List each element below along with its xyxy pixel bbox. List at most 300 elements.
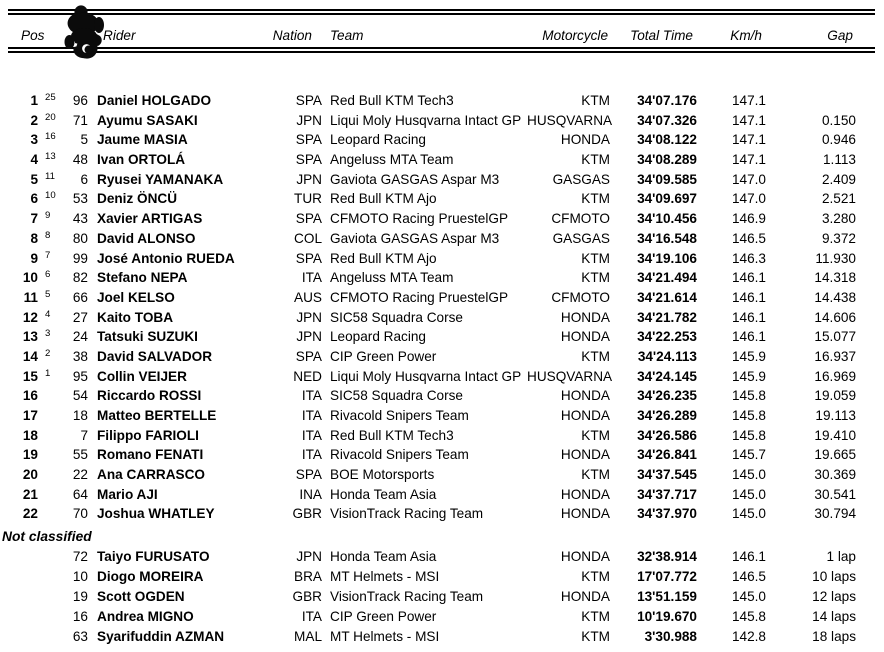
cell-total-time: 34'26.235	[637, 388, 697, 404]
cell-team: CFMOTO Racing PruestelGP	[330, 211, 509, 227]
cell-team: BOE Motorsports	[330, 467, 435, 483]
cell-points: 1	[45, 367, 51, 379]
cell-kmh: 146.1	[731, 270, 766, 286]
cell-nation: ITA	[301, 270, 322, 286]
cell-points	[38, 567, 62, 587]
cell-nation: GBR	[292, 589, 322, 605]
header-nation: Nation	[272, 28, 312, 43]
cell-number: 63	[72, 629, 88, 645]
cell-number: 48	[72, 152, 88, 168]
cell-nation: JPN	[296, 171, 322, 187]
cell-points: 9	[45, 210, 51, 222]
cell-pos	[0, 567, 38, 587]
cell-total-time: 34'21.782	[637, 309, 697, 325]
cell-rider: Riccardo ROSSI	[97, 388, 202, 404]
table-row	[0, 465, 884, 485]
header-kmh: Km/h	[730, 28, 762, 43]
cell-team: Liqui Moly Husqvarna Intact GP	[330, 368, 522, 384]
cell-pos: 1	[30, 93, 38, 108]
cell-number: 5	[80, 132, 88, 148]
cell-rider: Mario AJI	[97, 486, 158, 502]
cell-gap: 12 laps	[812, 589, 856, 605]
cell-points: 16	[45, 131, 56, 143]
cell-total-time: 3'30.988	[644, 629, 697, 645]
cell-rider: Ryusei YAMANAKA	[97, 171, 224, 187]
cell-rider: Diogo MOREIRA	[97, 569, 204, 585]
cell-rider: José Antonio RUEDA	[97, 250, 235, 266]
cell-rider: Collin VEIJER	[97, 368, 187, 384]
cell-total-time: 34'09.585	[637, 171, 697, 187]
cell-rider: Matteo BERTELLE	[97, 408, 217, 423]
cell-nation: AUS	[294, 289, 322, 305]
cell-nation: SPA	[295, 250, 322, 266]
cell-rider: Scott OGDEN	[97, 589, 185, 605]
cell-number: 22	[72, 467, 88, 483]
header-top-rule-2	[8, 13, 875, 15]
cell-points	[38, 627, 62, 647]
cell-pos: 17	[22, 408, 38, 423]
cell-rider: Joel KELSO	[97, 289, 175, 305]
cell-rider: Tatsuki SUZUKI	[97, 329, 198, 345]
cell-nation: ITA	[301, 427, 322, 443]
cell-motorcycle: KTM	[581, 93, 610, 108]
cell-team: Red Bull KTM Tech3	[330, 93, 454, 108]
cell-pos: 6	[30, 191, 38, 207]
cell-pos: 15	[22, 368, 38, 384]
cell-nation: COL	[294, 230, 322, 246]
cell-total-time: 34'08.289	[637, 152, 697, 168]
table-row	[0, 170, 884, 190]
cell-motorcycle: KTM	[581, 250, 610, 266]
cell-pos: 22	[22, 506, 38, 522]
cell-team: Red Bull KTM Ajo	[330, 191, 437, 207]
cell-nation: ITA	[301, 388, 322, 404]
results-body	[0, 91, 884, 647]
cell-total-time: 17'07.772	[637, 569, 697, 585]
cell-kmh: 145.8	[731, 609, 766, 625]
cell-nation: JPN	[296, 329, 322, 345]
cell-nation: ITA	[301, 609, 322, 625]
table-row	[0, 587, 884, 607]
table-row	[0, 327, 884, 347]
cell-kmh: 145.0	[731, 467, 766, 483]
cell-motorcycle: CFMOTO	[551, 211, 610, 227]
cell-gap: 30.541	[814, 486, 856, 502]
table-row	[0, 91, 884, 111]
cell-nation: SPA	[295, 211, 322, 227]
table-row	[0, 567, 884, 587]
cell-gap: 14 laps	[812, 609, 856, 625]
cell-number: 38	[72, 348, 88, 364]
cell-motorcycle: KTM	[581, 609, 610, 625]
cell-gap: 16.937	[814, 348, 856, 364]
cell-gap: 0.150	[821, 112, 856, 128]
cell-nation: ITA	[301, 408, 322, 423]
cell-kmh: 147.1	[731, 112, 766, 128]
cell-total-time: 34'37.717	[637, 486, 697, 502]
cell-pos: 10	[22, 270, 38, 286]
header-pos: Pos	[21, 28, 45, 43]
cell-number: 99	[72, 250, 88, 266]
cell-motorcycle: KTM	[581, 152, 610, 168]
cell-pos	[0, 607, 38, 627]
cell-gap: 18 laps	[812, 629, 856, 645]
cell-team: MT Helmets - MSI	[330, 569, 440, 585]
cell-kmh: 146.1	[731, 289, 766, 305]
cell-kmh: 146.1	[731, 549, 766, 565]
cell-pos	[0, 627, 38, 647]
cell-nation: SPA	[295, 348, 322, 364]
cell-total-time: 34'22.253	[637, 329, 697, 345]
cell-total-time: 34'26.586	[637, 427, 697, 443]
cell-total-time: 34'24.113	[637, 348, 697, 364]
header-rider: Rider	[103, 28, 136, 43]
cell-kmh: 145.9	[731, 348, 766, 364]
cell-total-time: 34'26.289	[637, 408, 697, 423]
cell-motorcycle: CFMOTO	[551, 289, 610, 305]
cell-pos	[0, 547, 38, 567]
header-total-time: Total Time	[630, 28, 693, 43]
cell-rider: Jaume MASIA	[97, 132, 188, 148]
cell-kmh: 145.8	[731, 408, 766, 423]
cell-pos	[0, 587, 38, 607]
cell-kmh: 147.1	[731, 152, 766, 168]
cell-gap: 2.521	[821, 191, 856, 207]
cell-nation: INA	[299, 486, 322, 502]
cell-rider: Kaito TOBA	[97, 309, 174, 325]
cell-points: 5	[45, 288, 51, 300]
cell-rider: Taiyo FURUSATO	[97, 549, 210, 565]
cell-pos: 11	[23, 289, 38, 305]
cell-rider: David SALVADOR	[97, 348, 213, 364]
cell-number: 10	[72, 569, 88, 585]
cell-rider: Ayumu SASAKI	[97, 112, 198, 128]
cell-pos: 14	[22, 348, 38, 364]
table-row	[0, 249, 884, 269]
cell-motorcycle: KTM	[581, 629, 610, 645]
cell-rider: Deniz ÖNCÜ	[97, 191, 178, 207]
cell-team: Red Bull KTM Tech3	[330, 427, 454, 443]
cell-number: 7	[80, 427, 88, 443]
cell-points	[38, 504, 62, 524]
cell-number: 96	[72, 93, 88, 108]
cell-points: 20	[45, 111, 56, 123]
cell-rider: Stefano NEPA	[97, 270, 188, 286]
cell-team: SIC58 Squadra Corse	[330, 309, 463, 325]
table-row	[0, 209, 884, 229]
cell-total-time: 34'10.456	[637, 211, 697, 227]
cell-kmh: 146.5	[731, 569, 766, 585]
cell-points: 7	[45, 249, 51, 261]
cell-rider: Joshua WHATLEY	[97, 506, 215, 522]
header-gap: Gap	[827, 28, 853, 43]
cell-motorcycle: KTM	[581, 467, 610, 483]
table-row	[0, 347, 884, 367]
cell-rider: Daniel HOLGADO	[97, 93, 212, 108]
cell-total-time: 34'16.548	[637, 230, 697, 246]
cell-gap: 30.369	[814, 467, 856, 483]
cell-kmh: 146.1	[731, 309, 766, 325]
cell-pos: 19	[22, 447, 38, 463]
cell-number: 6	[80, 171, 88, 187]
cell-team: VisionTrack Racing Team	[330, 589, 484, 605]
cell-gap: 3.280	[821, 211, 856, 227]
cell-nation: BRA	[294, 569, 322, 585]
not-classified-label: Not classified	[2, 529, 92, 545]
cell-motorcycle: GASGAS	[552, 230, 610, 246]
cell-team: Gaviota GASGAS Aspar M3	[330, 230, 500, 246]
cell-team: Liqui Moly Husqvarna Intact GP	[330, 112, 522, 128]
cell-kmh: 145.8	[731, 427, 766, 443]
cell-team: Rivacold Snipers Team	[330, 408, 469, 423]
cell-kmh: 145.7	[731, 447, 766, 463]
cell-total-time: 34'26.841	[637, 447, 697, 463]
cell-kmh: 147.0	[731, 191, 766, 207]
cell-gap: 19.665	[814, 447, 856, 463]
table-row	[0, 445, 884, 465]
cell-motorcycle: HONDA	[560, 132, 610, 148]
cell-nation: SPA	[295, 467, 322, 483]
cell-motorcycle: HUSQVARNA	[527, 112, 613, 128]
cell-nation: JPN	[296, 309, 322, 325]
cell-pos: 8	[30, 230, 38, 246]
cell-nation: ITA	[301, 447, 322, 463]
cell-total-time: 34'21.614	[637, 289, 697, 305]
cell-nation: JPN	[296, 549, 322, 565]
table-row	[0, 308, 884, 328]
cell-pos: 3	[30, 132, 38, 148]
cell-total-time: 32'38.914	[637, 549, 697, 565]
table-row	[0, 150, 884, 170]
cell-number: 55	[72, 447, 88, 463]
cell-team: CIP Green Power	[330, 348, 437, 364]
cell-team: Angeluss MTA Team	[330, 152, 454, 168]
cell-motorcycle: HONDA	[560, 549, 610, 565]
cell-rider: Ana CARRASCO	[97, 467, 205, 483]
cell-motorcycle: HONDA	[560, 408, 610, 423]
cell-rider: Filippo FARIOLI	[97, 427, 199, 443]
cell-points: 6	[45, 269, 51, 281]
cell-rider: Ivan ORTOLÁ	[97, 152, 186, 168]
cell-number: 66	[72, 289, 88, 305]
cell-number: 19	[72, 589, 88, 605]
table-row	[0, 130, 884, 150]
table-row	[0, 627, 884, 647]
cell-kmh: 145.0	[731, 486, 766, 502]
cell-nation: SPA	[295, 152, 322, 168]
classified-rows	[0, 91, 884, 524]
table-row	[0, 367, 884, 387]
cell-team: Rivacold Snipers Team	[330, 447, 469, 463]
cell-motorcycle: HONDA	[560, 388, 610, 404]
cell-number: 54	[72, 388, 88, 404]
cell-points: 4	[45, 308, 51, 320]
cell-team: CFMOTO Racing PruestelGP	[330, 289, 509, 305]
cell-nation: SPA	[295, 132, 322, 148]
cell-pos: 12	[22, 309, 38, 325]
cell-rider: Xavier ARTIGAS	[97, 211, 203, 227]
cell-kmh: 142.8	[731, 629, 766, 645]
cell-points	[38, 607, 62, 627]
cell-points: 25	[45, 92, 56, 103]
cell-gap: 0.946	[821, 132, 856, 148]
cell-kmh: 145.9	[731, 368, 766, 384]
cell-gap: 14.438	[814, 289, 856, 305]
cell-gap: 10 laps	[812, 569, 856, 585]
cell-kmh: 147.0	[731, 171, 766, 187]
cell-number: 95	[72, 368, 88, 384]
cell-gap: 11.930	[815, 250, 856, 266]
cell-pos: 13	[22, 329, 38, 345]
table-row	[0, 386, 884, 406]
cell-gap: 19.059	[814, 388, 856, 404]
cell-gap: 1 lap	[826, 549, 856, 565]
cell-total-time: 34'24.145	[637, 368, 697, 384]
table-header	[0, 27, 884, 45]
cell-number: 43	[72, 211, 88, 227]
cell-pos: 4	[30, 152, 38, 168]
cell-pos: 18	[22, 427, 38, 443]
table-row	[0, 406, 884, 426]
cell-team: CIP Green Power	[330, 609, 437, 625]
cell-kmh: 146.5	[731, 230, 766, 246]
motorcycle-rider-icon	[60, 3, 110, 60]
cell-number: 64	[72, 486, 88, 502]
cell-points: 8	[45, 229, 51, 241]
cell-kmh: 145.0	[731, 506, 766, 522]
cell-number: 27	[72, 309, 88, 325]
cell-kmh: 146.9	[731, 211, 766, 227]
cell-rider: David ALONSO	[97, 230, 196, 246]
cell-motorcycle: HONDA	[560, 329, 610, 345]
cell-team: MT Helmets - MSI	[330, 629, 440, 645]
cell-motorcycle: HONDA	[560, 486, 610, 502]
cell-points	[38, 465, 62, 485]
cell-team: Gaviota GASGAS Aspar M3	[330, 171, 500, 187]
cell-kmh: 145.8	[731, 388, 766, 404]
cell-number: 24	[72, 329, 88, 345]
cell-points	[38, 485, 62, 505]
cell-nation: MAL	[294, 629, 322, 645]
cell-total-time: 34'07.176	[637, 93, 697, 108]
cell-pos: 20	[22, 467, 38, 483]
cell-gap: 16.969	[814, 368, 856, 384]
cell-gap: 2.409	[821, 171, 856, 187]
cell-total-time: 34'09.697	[637, 191, 697, 207]
cell-rider: Romano FENATI	[97, 447, 204, 463]
cell-number: 16	[72, 609, 88, 625]
table-row	[0, 547, 884, 567]
cell-number: 18	[72, 408, 88, 423]
cell-motorcycle: HONDA	[560, 589, 610, 605]
cell-points: 10	[45, 190, 56, 202]
cell-nation: JPN	[296, 112, 322, 128]
table-row	[0, 189, 884, 209]
cell-gap: 30.794	[814, 506, 856, 522]
cell-total-time: 13'51.159	[637, 589, 697, 605]
cell-gap: 1.113	[822, 152, 856, 168]
cell-gap	[766, 91, 856, 111]
table-row	[0, 426, 884, 446]
table-row	[0, 288, 884, 308]
cell-points	[38, 406, 62, 426]
table-row	[0, 111, 884, 131]
cell-team: Honda Team Asia	[330, 486, 437, 502]
cell-number: 71	[72, 112, 88, 128]
table-row	[0, 607, 884, 627]
cell-kmh: 146.1	[731, 329, 766, 345]
cell-points: 2	[45, 347, 51, 359]
not-classified-rows	[0, 547, 884, 647]
cell-rider: Andrea MIGNO	[97, 609, 194, 625]
cell-points	[38, 445, 62, 465]
cell-motorcycle: GASGAS	[552, 171, 610, 187]
cell-motorcycle: HUSQVARNA	[527, 368, 613, 384]
cell-pos: 21	[22, 486, 38, 502]
cell-gap: 9.372	[821, 230, 856, 246]
table-row	[0, 268, 884, 288]
table-row	[0, 504, 884, 524]
cell-gap: 14.606	[814, 309, 856, 325]
cell-motorcycle: KTM	[581, 270, 610, 286]
cell-points	[38, 426, 62, 446]
cell-team: Red Bull KTM Ajo	[330, 250, 437, 266]
cell-kmh: 146.3	[731, 250, 766, 266]
cell-rider: Syarifuddin AZMAN	[97, 629, 225, 645]
cell-nation: SPA	[295, 93, 322, 108]
cell-motorcycle: KTM	[581, 427, 610, 443]
cell-points	[38, 547, 62, 567]
cell-motorcycle: KTM	[581, 191, 610, 207]
cell-gap: 15.077	[814, 329, 856, 345]
cell-kmh: 145.0	[731, 589, 766, 605]
cell-points: 3	[45, 328, 51, 340]
cell-total-time: 34'37.545	[637, 467, 697, 483]
cell-nation: GBR	[292, 506, 322, 522]
cell-gap: 19.410	[814, 427, 856, 443]
table-row	[0, 485, 884, 505]
cell-number: 53	[72, 191, 88, 207]
table-row	[0, 229, 884, 249]
cell-pos: 16	[22, 388, 38, 404]
cell-points	[38, 386, 62, 406]
cell-number: 82	[72, 270, 88, 286]
cell-team: SIC58 Squadra Corse	[330, 388, 463, 404]
cell-kmh: 147.1	[731, 132, 766, 148]
cell-nation: TUR	[294, 191, 322, 207]
cell-pos: 9	[30, 250, 38, 266]
cell-total-time: 34'37.970	[637, 506, 697, 522]
cell-number: 80	[72, 230, 88, 246]
header-bottom-rule-1	[8, 47, 875, 49]
cell-gap: 14.318	[814, 270, 856, 286]
cell-team: Leopard Racing	[330, 132, 426, 148]
cell-gap: 19.113	[815, 408, 856, 423]
cell-pos: 2	[30, 112, 38, 128]
cell-total-time: 34'21.494	[637, 270, 697, 286]
cell-nation: NED	[293, 368, 322, 384]
header-motorcycle: Motorcycle	[542, 28, 608, 43]
header-top-rule-1	[8, 9, 875, 11]
header-bottom-rule-2	[8, 51, 875, 53]
cell-total-time: 10'19.670	[637, 609, 697, 625]
cell-motorcycle: HONDA	[560, 447, 610, 463]
header-team: Team	[330, 28, 364, 43]
cell-number: 70	[72, 506, 88, 522]
cell-team: Leopard Racing	[330, 329, 426, 345]
cell-points: 13	[45, 151, 56, 163]
cell-motorcycle: KTM	[581, 569, 610, 585]
